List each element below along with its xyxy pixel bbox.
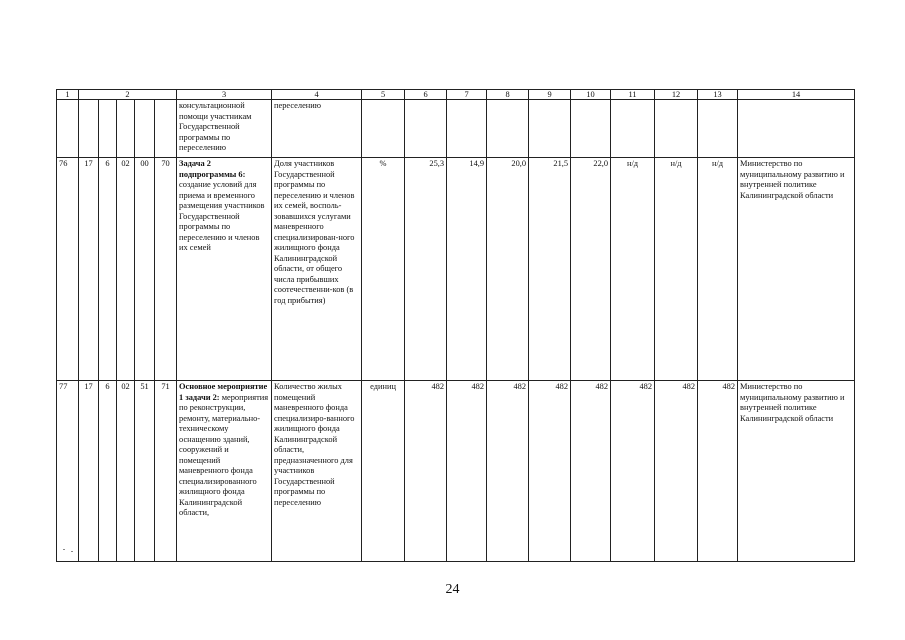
header-cell: 10: [571, 90, 611, 100]
scan-speck: [63, 549, 65, 550]
task-title: Задача 2 подпрограммы 6:: [179, 159, 246, 179]
value-cell: 482: [529, 381, 571, 562]
code-cell: 6: [99, 158, 117, 381]
value-cell: 20,0: [487, 158, 529, 381]
row-number: 77: [57, 381, 79, 562]
task-text: мероприятия по реконструкции, ремонту, материально-техническому оснащению зданий, сооружений и помещений маневренного фонда специализированного жилищного фонда Калининградской области,: [179, 392, 269, 517]
indicator-cell: Количество жилых помещений маневренного фонда специализиро-ванного жилищного фонда Калининградской области, предназначенного для участников Государственной программы по переселению: [272, 381, 362, 562]
value-cell: н/д: [611, 158, 655, 381]
row-number: 76: [57, 158, 79, 381]
code-cell: 17: [79, 381, 99, 562]
header-cell: 6: [405, 90, 447, 100]
code-cell: 17: [79, 158, 99, 381]
value-cell: 22,0: [571, 158, 611, 381]
value-cell: 482: [487, 381, 529, 562]
value-cell: 482: [447, 381, 487, 562]
header-cell: 7: [447, 90, 487, 100]
continuation-row: [57, 100, 855, 158]
code-cell: 02: [117, 381, 135, 562]
value-cell: 14,9: [447, 158, 487, 381]
header-row: [57, 90, 855, 100]
header-cell: 5: [362, 90, 405, 100]
code-cell: 70: [155, 158, 177, 381]
header-cell: 3: [177, 90, 272, 100]
indicator-cell: Доля участников Государственной программы по переселению и членов их семей, восполь-зовавшихся услугами маневренного специализирован-ного жилищного фонда Калининградской области, от общего числа прибывших соотечественни-ков (в год прибытия): [272, 158, 362, 381]
header-cell: 1: [57, 90, 79, 100]
code-cell: 02: [117, 158, 135, 381]
scan-speck: [71, 551, 73, 552]
value-cell: 482: [571, 381, 611, 562]
responsible-cell: Министерство по муниципальному развитию и внутренней политике Калининградской области: [738, 158, 855, 381]
header-cell: 4: [272, 90, 362, 100]
task-title: Основное мероприятие 1 задачи 2:: [179, 382, 268, 402]
continuation-indicator: переселению: [272, 100, 362, 158]
value-cell: 482: [405, 381, 447, 562]
table-row: [57, 381, 855, 562]
value-cell: 482: [611, 381, 655, 562]
value-cell: 482: [655, 381, 698, 562]
page-number: 24: [445, 582, 460, 597]
program-table: [56, 89, 855, 562]
value-cell: н/д: [655, 158, 698, 381]
code-cell: 6: [99, 381, 117, 562]
value-cell: 25,3: [405, 158, 447, 381]
unit-cell: единиц: [362, 381, 405, 562]
header-cell: 9: [529, 90, 571, 100]
table-row: [57, 158, 855, 381]
header-cell: 11: [611, 90, 655, 100]
value-cell: 482: [698, 381, 738, 562]
code-cell: 51: [135, 381, 155, 562]
code-cell: 00: [135, 158, 155, 381]
value-cell: н/д: [698, 158, 738, 381]
unit-cell: %: [362, 158, 405, 381]
responsible-cell: Министерство по муниципальному развитию и внутренней политике Калининградской области: [738, 381, 855, 562]
continuation-text: консультационной помощи участникам Государственной программы по переселению: [177, 100, 272, 158]
task-cell: [177, 158, 272, 381]
task-text: создание условий для приема и временного размещения участников Государственной программы по переселению и членов их семей: [179, 180, 265, 252]
code-cell: 71: [155, 381, 177, 562]
task-cell: [177, 381, 272, 562]
header-cell: 13: [698, 90, 738, 100]
header-cell: 12: [655, 90, 698, 100]
header-cell: 14: [738, 90, 855, 100]
header-cell: 8: [487, 90, 529, 100]
header-cell: 2: [79, 90, 177, 100]
value-cell: 21,5: [529, 158, 571, 381]
